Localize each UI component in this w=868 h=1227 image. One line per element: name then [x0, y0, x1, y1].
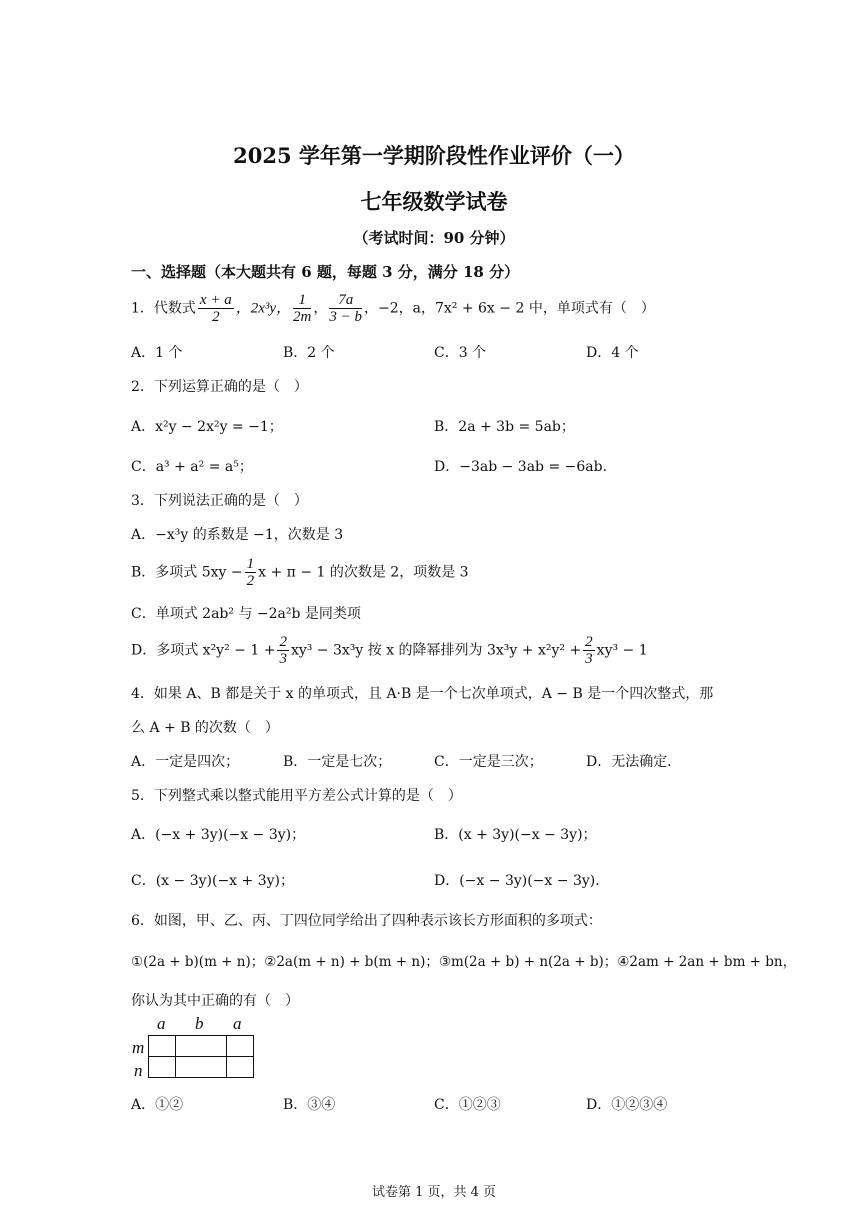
- q3-option-c: C．单项式 2ab² 与 −2a²b 是同类项: [131, 606, 361, 622]
- q1-fraction-2: $\frac{1}{2m}$: [293, 292, 312, 325]
- q2-option-b: B．2a + 3b = 5ab；: [434, 419, 575, 435]
- q4-option-c: C．一定是三次；: [434, 754, 543, 770]
- exam-time: （考试时间：90 分钟）: [353, 229, 515, 247]
- q6-option-a: A．①②: [131, 1097, 184, 1113]
- diagram-label-a-right: a: [233, 1014, 242, 1033]
- diagram-cell: [149, 1036, 176, 1057]
- q5-option-b: B．(x + 3y)(−x − 3y)；: [434, 827, 597, 843]
- q1-fraction-1: $\frac{x + a}{2}$: [199, 292, 232, 325]
- q3-option-d: D．多项式 x²y² − 1 + $\frac{2}{3}$ xy³ − 3x³y 按 x 的降幂排列为 3x³y + x²y² + $\frac{2}{3}$ xy³ − 1: [131, 634, 648, 667]
- q3-d-fraction-1: $\frac{2}{3}$: [279, 634, 287, 667]
- diagram-cell: [227, 1036, 254, 1057]
- q1-option-a: A．1 个: [131, 345, 183, 361]
- q6-question: 你认为其中正确的有（ ）: [131, 993, 299, 1009]
- q5-option-d: D．(−x − 3y)(−x − 3y)．: [434, 873, 610, 889]
- exam-subtitle: 七年级数学试卷: [360, 189, 508, 214]
- q1-text-3: ，: [313, 300, 328, 317]
- q4-option-d: D．无法确定．: [586, 754, 682, 770]
- q6-option-b: B．③④: [283, 1097, 336, 1113]
- diagram-cell: [176, 1057, 227, 1078]
- diagram-label-b: b: [195, 1014, 204, 1033]
- question-2: 2．下列运算正确的是（ ）: [131, 379, 308, 395]
- exam-title: 2025 学年第一学期阶段性作业评价（一）: [233, 143, 635, 168]
- q1-prefix: 1．代数式: [131, 300, 196, 317]
- q2-option-d: D．−3ab − 3ab = −6ab．: [434, 459, 617, 475]
- q2-option-c: C．a³ + a² = a⁵；: [131, 459, 253, 475]
- q6-option-d: D．①②③④: [586, 1097, 668, 1113]
- q1-fraction-3: $\frac{7a}{3 - b}$: [329, 292, 362, 325]
- diagram-label-m: m: [132, 1038, 145, 1057]
- question-3: 3．下列说法正确的是（ ）: [131, 493, 308, 509]
- q5-option-a: A．(−x + 3y)(−x − 3y)；: [131, 827, 306, 843]
- diagram-grid: [148, 1035, 254, 1078]
- q3-b-fraction: $\frac{1}{2}$: [246, 556, 255, 589]
- diagram-cell: [176, 1036, 227, 1057]
- q4-option-a: A．一定是四次；: [131, 754, 240, 770]
- q1-text-4: ，−2，a，7x² + 6x − 2 中，单项式有（ ）: [364, 300, 655, 317]
- diagram-cell: [227, 1057, 254, 1078]
- question-4-line-1: 4．如果 A、B 都是关于 x 的单项式，且 A·B 是一个七次单项式，A − B 是一个四次整式，那: [131, 686, 714, 702]
- question-5: 5．下列整式乘以整式能用平方差公式计算的是（ ）: [131, 788, 462, 804]
- q6-formulas: ①(2a + b)(m + n)；②2a(m + n) + b(m + n)；③m(2a + b) + n(2a + b)；④2am + 2an + bm + bn，: [131, 954, 797, 970]
- diagram-label-a-left: a: [157, 1014, 166, 1033]
- q6-option-c: C．①②③: [434, 1097, 501, 1113]
- page-footer: 试卷第 1 页，共 4 页: [371, 1185, 497, 1200]
- q3-option-a: A．−x³y 的系数是 −1，次数是 3: [131, 527, 344, 543]
- q5-option-c: C．(x − 3y)(−x + 3y)；: [131, 873, 294, 889]
- q3-option-b: B．多项式 5xy − $\frac{1}{2}$ x + π − 1 的次数是 2，项数是 3: [131, 556, 469, 589]
- section-heading: 一、选择题（本大题共有 6 题，每题 3 分，满分 18 分）: [131, 263, 520, 281]
- question-1: [131, 292, 655, 325]
- q3-d-fraction-2: $\frac{2}{3}$: [585, 634, 593, 667]
- q2-option-a: A．x²y − 2x²y = −1；: [131, 419, 283, 435]
- q1-option-c: C．3 个: [434, 345, 487, 361]
- q4-option-b: B．一定是七次；: [283, 754, 392, 770]
- q1-option-d: D．4 个: [586, 345, 639, 361]
- question-4-line-2: 么 A + B 的次数（ ）: [131, 720, 279, 736]
- q1-text-2: ，2x³y，: [235, 300, 292, 317]
- diagram-label-n: n: [134, 1061, 143, 1080]
- q1-option-b: B．2 个: [283, 345, 335, 361]
- question-6: 6．如图，甲、乙、丙、丁四位同学给出了四种表示该长方形面积的多项式：: [131, 913, 602, 929]
- diagram-cell: [149, 1057, 176, 1078]
